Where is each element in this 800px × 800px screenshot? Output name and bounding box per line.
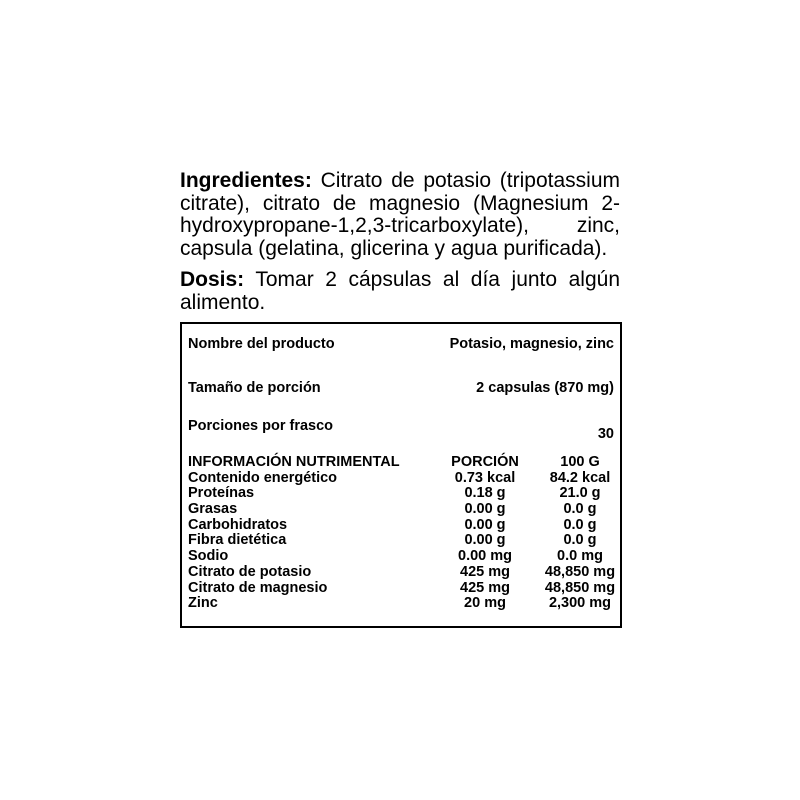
per-100g-value: 84.2 kcal [549, 469, 611, 486]
nutrient-name: Grasas [188, 501, 238, 518]
dosage-label: Dosis: [180, 268, 245, 291]
per-100g-value: 0.0 g [563, 516, 597, 533]
per-serving-value: 0.18 g [464, 485, 506, 502]
nutrition-row [188, 565, 614, 581]
per-100g-value: 0.0 mg [557, 548, 603, 565]
per-serving-value: 0.00 mg [458, 548, 512, 565]
nutrition-row [188, 471, 614, 487]
nutrition-row [188, 533, 614, 549]
per-100g-header: 100 G [560, 454, 600, 470]
per-100g-value: 0.0 g [563, 532, 597, 549]
nutrient-name: Sodio [188, 548, 229, 565]
nutrient-name: Fibra dietética [188, 532, 287, 549]
ingredients-paragraph [180, 170, 620, 260]
dosage-paragraph [180, 269, 620, 314]
product-name-label: Nombre del producto [188, 336, 335, 352]
ingredients-text: Citrato de potasio (tripotassium citrate), citrato de magnesio (Magnesium 2-hydroxypropane-1,2,3-tricarboxylate), zinc, capsula (gelatina, glicerina y agua purificada). [180, 169, 620, 260]
nutrient-name: Contenido energético [188, 469, 338, 486]
per-100g-value: 2,300 mg [548, 595, 612, 612]
per-serving-value: 0.00 g [464, 501, 506, 518]
nutrient-name: Citrato de potasio [188, 563, 312, 580]
serving-size-value: 2 capsulas (870 mg) [476, 380, 614, 396]
nutrition-facts-panel [180, 322, 622, 628]
per-serving-value: 0.73 kcal [454, 469, 516, 486]
per-100g-value: 0.0 g [563, 501, 597, 518]
nutrition-header-row [188, 455, 614, 471]
nutrition-row [188, 518, 614, 534]
per-100g-value: 21.0 g [559, 485, 601, 502]
per-100g-value: 48,850 mg [544, 579, 616, 596]
per-serving-value: 0.00 g [464, 516, 506, 533]
nutrition-row [188, 486, 614, 502]
servings-per-bottle-label: Porciones por frasco [188, 418, 334, 434]
dosage-text: Tomar 2 cápsulas al día junto algún alimento. [180, 268, 620, 314]
per-serving-value: 425 mg [460, 563, 510, 580]
servings-per-bottle-value: 30 [597, 426, 614, 442]
nutrient-name: Citrato de magnesio [188, 579, 328, 596]
nutrition-row [188, 549, 614, 565]
nutrition-row [188, 502, 614, 518]
nutrient-name: Zinc [188, 595, 218, 612]
nutrition-info-header: INFORMACIÓN NUTRIMENTAL [188, 454, 400, 470]
nutrient-name: Proteínas [188, 485, 255, 502]
serving-header: PORCIÓN [451, 454, 519, 470]
nutrition-row [188, 596, 614, 612]
per-serving-value: 20 mg [464, 595, 506, 612]
per-100g-value: 48,850 mg [544, 563, 616, 580]
product-name-value: Potasio, magnesio, zinc [449, 336, 614, 352]
nutrition-table [188, 455, 614, 612]
nutrition-row [188, 581, 614, 597]
per-serving-value: 425 mg [460, 579, 510, 596]
serving-size-label: Tamaño de porción [188, 380, 321, 396]
per-serving-value: 0.00 g [464, 532, 506, 549]
ingredients-label: Ingredientes: [180, 169, 312, 192]
nutrient-name: Carbohidratos [188, 516, 288, 533]
